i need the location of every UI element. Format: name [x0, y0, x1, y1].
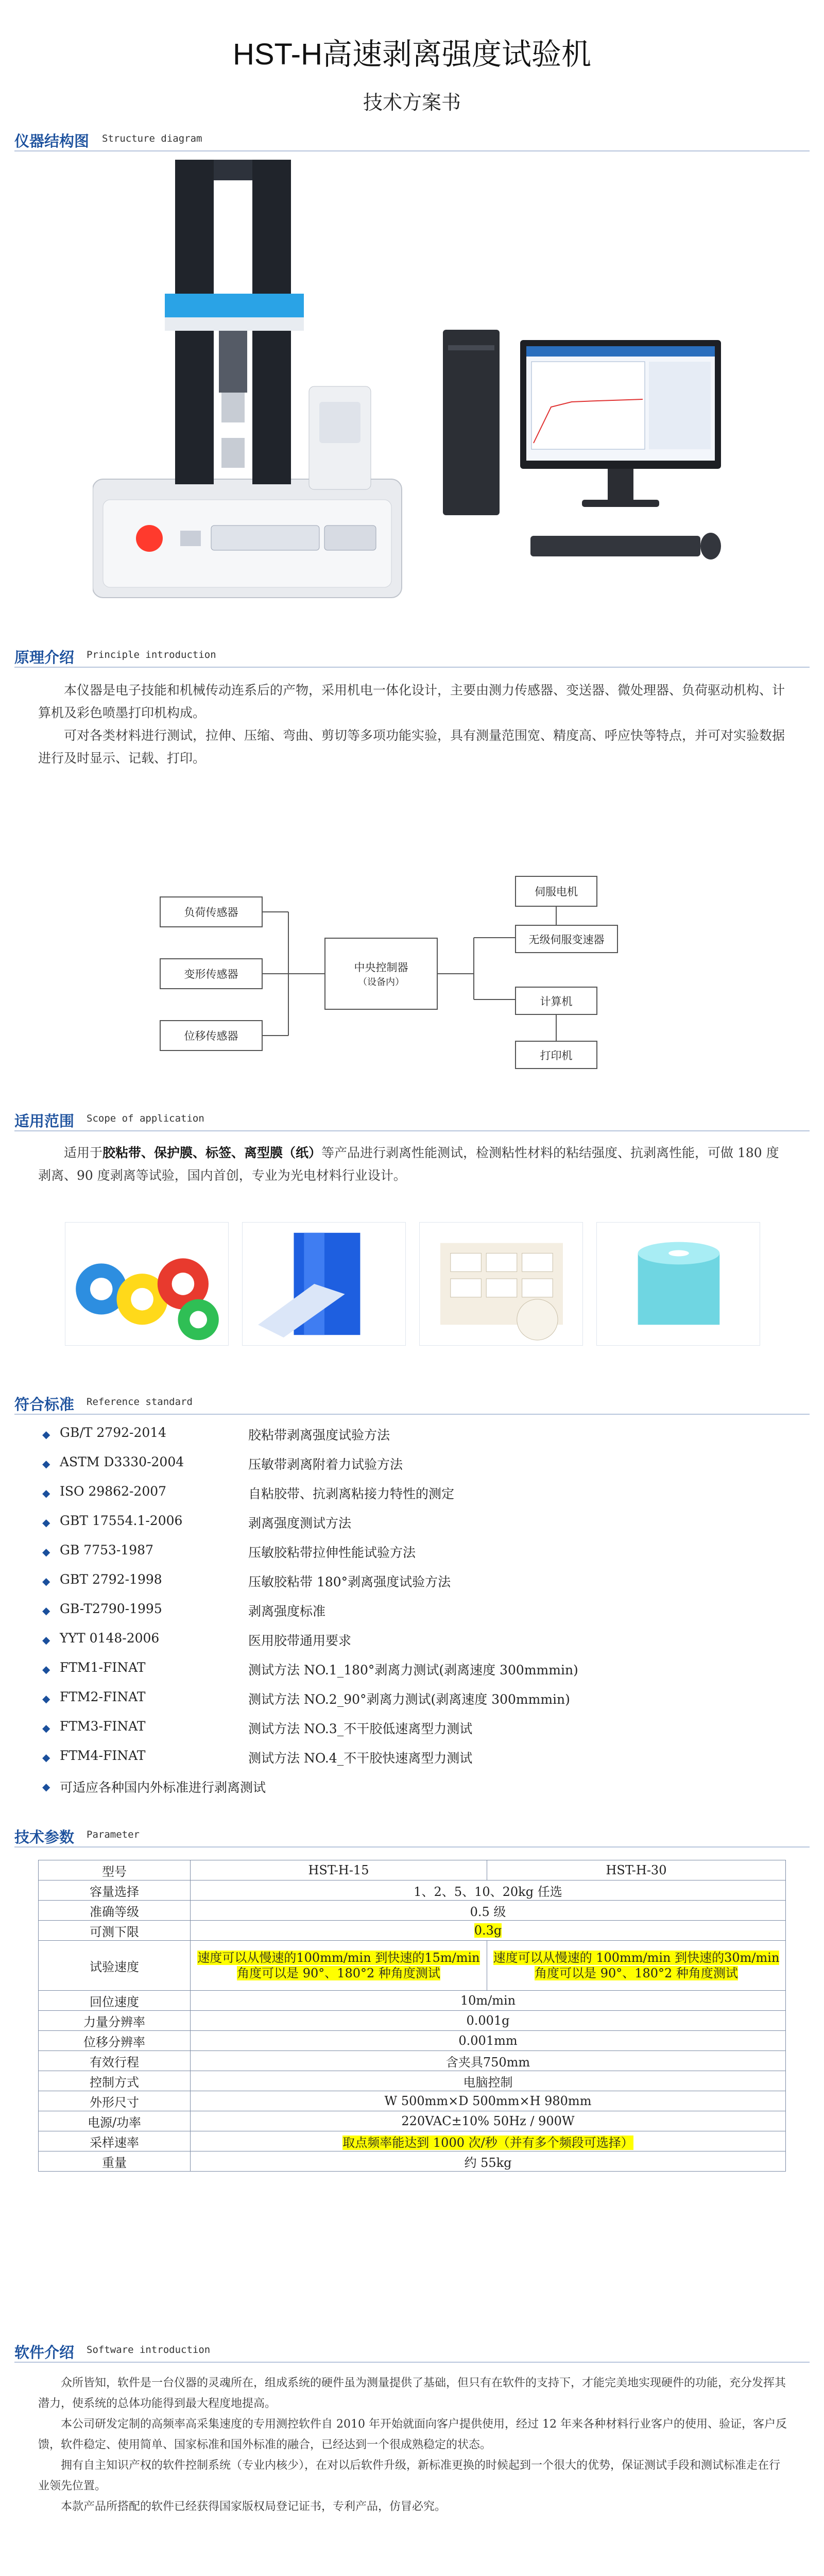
diagram-center-label: 中央控制器 — [354, 961, 408, 974]
section-title: 技术参数 — [14, 1829, 75, 1846]
bullet-icon: ◆ — [42, 1458, 50, 1470]
page-subtitle: 技术方案书 — [363, 91, 461, 114]
standard-item — [42, 1543, 763, 1563]
divider — [14, 1846, 810, 1848]
divider — [14, 1130, 810, 1131]
table-cell: 10m/min — [191, 1991, 786, 2011]
standard-item — [42, 1484, 763, 1504]
block-diagram — [154, 876, 670, 1072]
table-label-cell: 电源/功率 — [39, 2111, 191, 2131]
table-cell: 0.001g — [191, 2011, 786, 2031]
paragraph: 本款产品所搭配的软件已经获得国家版权局登记证书，专利产品，仿冒必究。 — [61, 2500, 447, 2513]
section-title: 原理介绍 — [14, 650, 75, 666]
standard-item — [42, 1513, 763, 1534]
labels-image — [419, 1222, 583, 1346]
application-text — [38, 1142, 790, 1187]
table-row — [39, 1921, 786, 1941]
bullet-icon: ◆ — [42, 1487, 50, 1499]
standard-item — [42, 1425, 763, 1446]
table-label-cell: 重量 — [39, 2151, 191, 2172]
standard-name: 测试方法 NO.3_不干胶低速离型力测试 — [248, 1721, 473, 1736]
software-text — [38, 2373, 790, 2517]
highlighted-value: 速度可以从慢速的 100mm/min 到快速的30m/min角度可以是 90°、180°2 种角度测试 — [493, 1951, 780, 1980]
table-cell: 约 55kg — [191, 2151, 786, 2172]
divider — [14, 667, 810, 668]
table-label-cell: 外形尺寸 — [39, 2091, 191, 2111]
table-cell — [191, 1921, 786, 1941]
standard-code: GB 7753-1987 — [60, 1543, 153, 1557]
section-software — [14, 2339, 810, 2363]
section-subtitle: Parameter — [87, 1829, 140, 1840]
standard-name: 压敏胶粘带 180°剥离强度试验方法 — [248, 1574, 451, 1589]
highlight-text: 胶粘带、保护膜、标签、离型膜（纸） — [102, 1145, 322, 1160]
standard-code: ISO 29862-2007 — [60, 1484, 167, 1499]
protective-film-image — [242, 1222, 406, 1346]
table-label-cell: 控制方式 — [39, 2071, 191, 2091]
divider — [14, 1414, 810, 1415]
table-label-cell: 采样速率 — [39, 2131, 191, 2151]
table-row — [39, 2151, 786, 2172]
table-label-cell: 试验速度 — [39, 1941, 191, 1991]
table-row — [39, 2111, 786, 2131]
section-parameter — [14, 1824, 810, 1848]
divider — [14, 2362, 810, 2363]
table-row — [39, 2131, 786, 2151]
table-row — [39, 1901, 786, 1921]
principle-text — [38, 679, 790, 770]
paragraph: 本仪器是电子技能和机械传动连系后的产物，采用机电一体化设计，主要由测力传感器、变送器、微处理器、负荷驱动机构、计算机及彩色喷墨打印机构成。 — [38, 683, 785, 720]
section-standard — [14, 1391, 810, 1415]
standard-item — [42, 1660, 763, 1681]
diagram-node: 打印机 — [515, 1041, 597, 1069]
standard-code: ASTM D3330-2004 — [60, 1454, 184, 1469]
standard-item — [42, 1719, 763, 1739]
text: 等产品进行剥离性能测试，检测粘性材料的粘结强度、抗剥离性能，可做 180 度剥离、90 度剥离等试验，国内首创，专业为光电材料行业设计。 — [38, 1145, 779, 1183]
diagram-node: 负荷传感器 — [160, 896, 263, 927]
table-row — [39, 1941, 786, 1991]
standard-code: FTM2-FINAT — [60, 1689, 146, 1704]
bullet-icon: ◆ — [42, 1663, 50, 1675]
standard-name: 剥离强度测试方法 — [248, 1516, 352, 1531]
tester-machine-image — [93, 149, 422, 613]
table-cell — [191, 1941, 487, 1991]
diagram-center-sublabel: （设备内） — [358, 977, 404, 988]
highlighted-value: 取点频率能达到 1000 次/秒（并有多个频段可选择） — [342, 2135, 633, 2150]
table-row — [39, 1991, 786, 2011]
standard-name: 胶粘带剥离强度试验方法 — [248, 1428, 390, 1443]
table-label-cell: 容量选择 — [39, 1880, 191, 1901]
section-subtitle: Structure diagram — [102, 133, 202, 144]
highlighted-value: 速度可以从慢速的100mm/min 到快速的15m/min角度可以是 90°、180°2 种角度测试 — [197, 1951, 480, 1980]
table-cell: 220VAC±10% 50Hz / 900W — [191, 2111, 786, 2131]
table-header-cell: 型号 — [39, 1860, 191, 1880]
standard-code: 可适应各种国内外标准进行剥离测试 — [60, 1780, 266, 1795]
table-label-cell: 准确等级 — [39, 1901, 191, 1921]
table-row — [39, 2071, 786, 2091]
paragraph: 可对各类材料进行测试，拉伸、压缩、弯曲、剪切等多项功能实验，具有测量范围宽、精度高、呼应快等特点，并可对实验数据进行及时显示、记载、打印。 — [38, 728, 785, 766]
standard-code: YYT 0148-2006 — [60, 1631, 160, 1646]
diagram-node: 伺服电机 — [515, 876, 597, 907]
standard-code: FTM4-FINAT — [60, 1748, 146, 1763]
section-subtitle: Scope of application — [87, 1113, 204, 1124]
section-subtitle: Principle introduction — [87, 649, 216, 660]
text: 适用于 — [64, 1145, 103, 1160]
section-principle — [14, 644, 810, 668]
section-application — [14, 1108, 810, 1131]
table-cell: 1、2、5、10、20kg 任选 — [191, 1880, 786, 1901]
table-cell: 0.001mm — [191, 2031, 786, 2051]
bullet-icon: ◆ — [42, 1604, 50, 1617]
tape-rolls-image — [65, 1222, 229, 1346]
table-cell — [191, 2131, 786, 2151]
section-structure — [14, 128, 810, 151]
paragraph: 众所皆知，软件是一台仪器的灵魂所在，组成系统的硬件虽为测量提供了基础，但只有在软件的支持下，才能完美地实现硬件的功能，充分发挥其潜力，使系统的总体功能得到最大程度地提高。 — [38, 2377, 786, 2410]
bullet-icon: ◆ — [42, 1428, 50, 1440]
standard-code: FTM3-FINAT — [60, 1719, 146, 1734]
table-row — [39, 2051, 786, 2071]
section-title: 仪器结构图 — [14, 133, 90, 150]
table-row — [39, 2011, 786, 2031]
standard-item — [42, 1748, 763, 1769]
standard-item — [42, 1572, 763, 1592]
standard-name: 医用胶带通用要求 — [248, 1633, 352, 1648]
bullet-icon: ◆ — [42, 1722, 50, 1734]
paragraph: 本公司研发定制的高频率高采集速度的专用测控软件自 2010 年开始就面向客户提供使用，经过 12 年来各种材料行业客户的使用、验证，客户反馈，软件稳定、使用简单、国家标准和国外标准的融合，已经达到一个很成熟稳定的状态。 — [38, 2418, 787, 2451]
table-label-cell: 回位速度 — [39, 1991, 191, 2011]
section-title: 符合标准 — [14, 1397, 75, 1413]
standard-name: 测试方法 NO.2_90°剥离力测试(剥离速度 300mmmin) — [248, 1692, 570, 1707]
standard-item — [42, 1689, 763, 1710]
diagram-center-node — [324, 938, 438, 1010]
computer-image — [443, 330, 731, 577]
table-cell — [487, 1941, 786, 1991]
section-title: 适用范围 — [14, 1113, 75, 1130]
section-title: 软件介绍 — [14, 2345, 75, 2361]
table-cell: W 500mm×D 500mm×H 980mm — [191, 2091, 786, 2111]
standard-code: FTM1-FINAT — [60, 1660, 146, 1675]
table-cell: 含夹具750mm — [191, 2051, 786, 2071]
diagram-node: 变形传感器 — [160, 958, 263, 989]
bullet-icon: ◆ — [42, 1781, 50, 1793]
table-label-cell: 位移分辨率 — [39, 2031, 191, 2051]
standard-name: 测试方法 NO.4_不干胶快速离型力测试 — [248, 1751, 473, 1766]
standard-name: 测试方法 NO.1_180°剥离力测试(剥离速度 300mmmin) — [248, 1663, 578, 1677]
standard-item — [42, 1454, 763, 1475]
table-cell: 0.5 级 — [191, 1901, 786, 1921]
table-cell: 电脑控制 — [191, 2071, 786, 2091]
bullet-icon: ◆ — [42, 1634, 50, 1646]
standard-item — [42, 1777, 763, 1798]
standard-code: GB/T 2792-2014 — [60, 1425, 167, 1440]
bullet-icon: ◆ — [42, 1692, 50, 1705]
table-row — [39, 2031, 786, 2051]
table-header-row — [39, 1860, 786, 1880]
parameter-table — [38, 1860, 786, 2172]
standard-item — [42, 1631, 763, 1651]
diagram-node: 无级伺服变速器 — [515, 925, 618, 953]
table-row — [39, 2091, 786, 2111]
table-header-cell: HST-H-15 — [191, 1860, 487, 1880]
bullet-icon: ◆ — [42, 1575, 50, 1587]
diagram-node: 位移传感器 — [160, 1020, 263, 1051]
application-photos — [65, 1222, 760, 1346]
standard-code: GBT 17554.1-2006 — [60, 1513, 183, 1528]
standard-code: GBT 2792-1998 — [60, 1572, 162, 1587]
bullet-icon: ◆ — [42, 1516, 50, 1529]
paragraph: 拥有自主知识产权的软件控制系统（专业内核少），在对以后软件升级，新标准更换的时候起到一个很大的优势，保证测试手段和测试标准走在行业领先位置。 — [38, 2459, 781, 2493]
table-header-cell: HST-H-30 — [487, 1860, 786, 1880]
table-label-cell: 有效行程 — [39, 2051, 191, 2071]
table-label-cell: 力量分辨率 — [39, 2011, 191, 2031]
standard-item — [42, 1601, 763, 1622]
page-title: HST-H高速剥离强度试验机 — [232, 38, 591, 71]
section-subtitle: Software introduction — [87, 2344, 211, 2355]
bullet-icon: ◆ — [42, 1751, 50, 1764]
release-film-image — [596, 1222, 760, 1346]
diagram-node: 计算机 — [515, 987, 597, 1015]
highlighted-value: 0.3g — [474, 1923, 502, 1938]
table-row — [39, 1880, 786, 1901]
standard-name: 自粘胶带、抗剥离粘接力特性的测定 — [248, 1486, 455, 1501]
bullet-icon: ◆ — [42, 1546, 50, 1558]
standard-name: 压敏带剥离附着力试验方法 — [248, 1457, 403, 1472]
standard-name: 压敏胶粘带拉伸性能试验方法 — [248, 1545, 416, 1560]
standard-name: 剥离强度标准 — [248, 1604, 326, 1619]
section-subtitle: Reference standard — [87, 1396, 193, 1408]
standard-code: GB-T2790-1995 — [60, 1601, 162, 1616]
table-label-cell: 可测下限 — [39, 1921, 191, 1941]
